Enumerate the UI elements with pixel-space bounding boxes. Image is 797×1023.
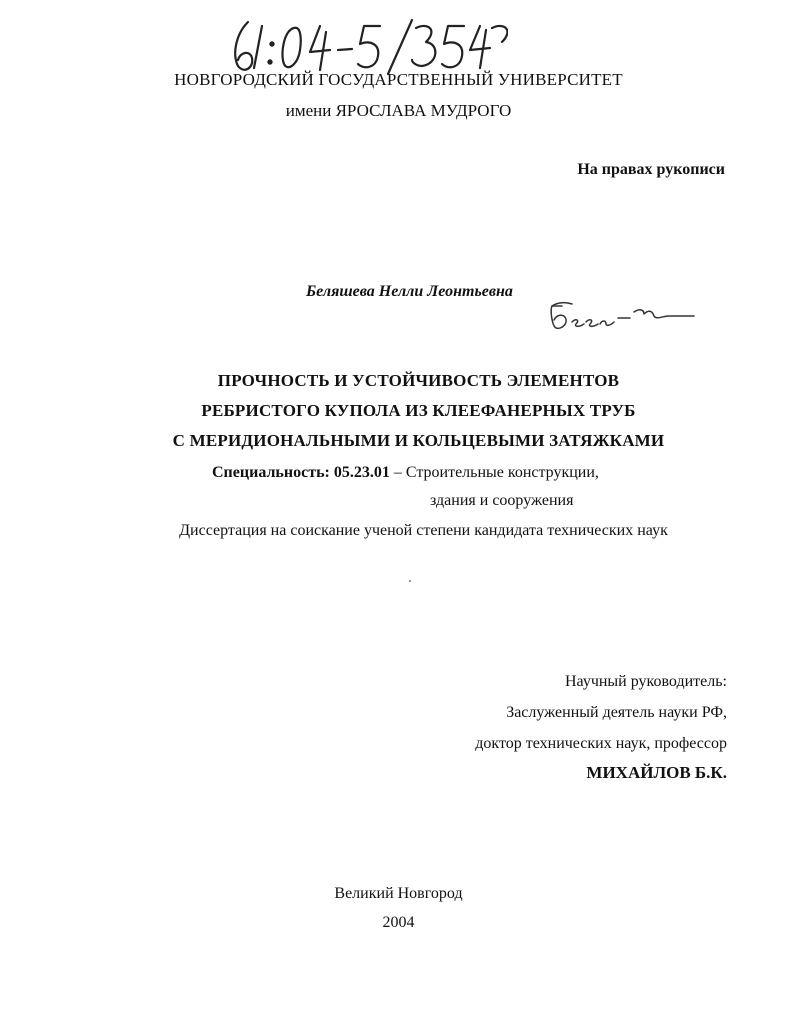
title-line-3: С МЕРИДИОНАЛЬНЫМИ И КОЛЬЦЕВЫМИ ЗАТЯЖКАМИ	[172, 431, 665, 450]
author-signature	[548, 296, 698, 338]
supervisor-degree: доктор технических наук, профессор	[475, 735, 727, 752]
supervisor-honor: Заслуженный деятель науки РФ,	[506, 704, 727, 721]
specialty-text-continuation: здания и сооружения	[430, 492, 574, 509]
archive-code-handwritten	[228, 14, 508, 76]
specialty-code: Специальность: 05.23.01	[212, 464, 390, 481]
supervisor-label: Научный руководитель:	[564, 673, 727, 690]
title-line-2: РЕБРИСТОГО КУПОЛА ИЗ КЛЕЕФАНЕРНЫХ ТРУБ	[201, 401, 636, 420]
year: 2004	[382, 914, 415, 931]
university-name: НОВГОРОДСКИЙ ГОСУДАРСТВЕННЫЙ УНИВЕРСИТЕТ	[174, 70, 623, 89]
author-name: Беляшева Нелли Леонтьевна	[306, 283, 513, 300]
specialty-line	[212, 464, 599, 482]
title-line-1: ПРОЧНОСТЬ И УСТОЙЧИВОСТЬ ЭЛЕМЕНТОВ	[217, 371, 620, 390]
specialty-dash: –	[389, 464, 406, 481]
city: Великий Новгород	[334, 885, 463, 902]
specialty-text: Строительные конструкции,	[405, 464, 599, 481]
dissertation-line: Диссертация на соискание ученой степени кандидата технических наук	[179, 522, 668, 539]
manuscript-rights: На правах рукописи	[577, 161, 725, 178]
scan-speck	[409, 580, 411, 582]
supervisor-name: МИХАЙЛОВ Б.К.	[586, 763, 727, 782]
university-subname: имени ЯРОСЛАВА МУДРОГО	[285, 101, 512, 120]
